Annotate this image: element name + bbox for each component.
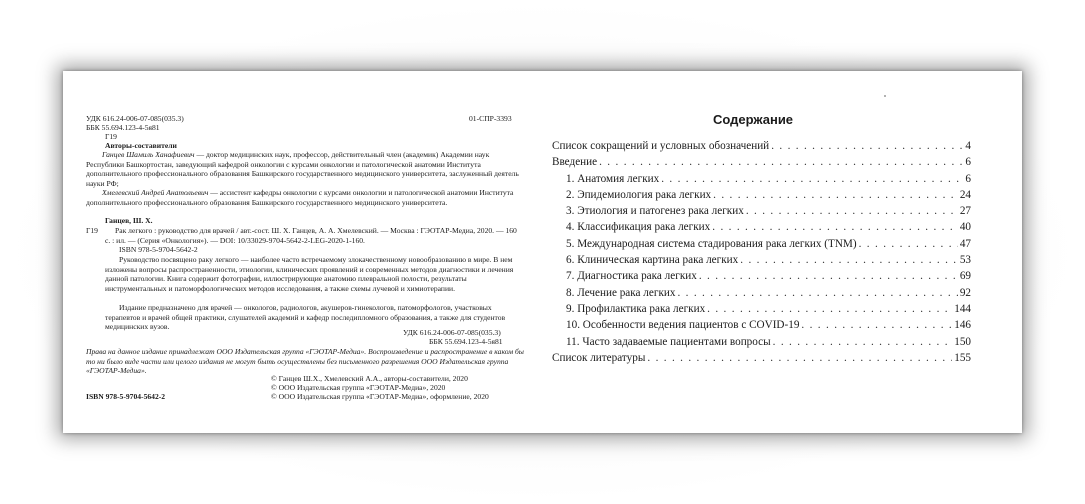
toc-entry-page: 47	[959, 237, 971, 250]
abstract-paragraph-2: Издание предназначено для врачей — онкологов, радиологов, акушеров-гинекологов, патоморфологов, участковых терапевтов и врачей общей практики, слушателей академий и кафедр последипломного образования, а также для студентов медицинских вузов.	[105, 303, 506, 332]
toc-entry-page: 53	[959, 254, 971, 267]
toc-entry-label: 7. Диагностика рака легких	[566, 270, 697, 283]
udc-code-bottom: УДК 616.24-006-07-085(035.3)	[403, 328, 501, 337]
toc-entry	[552, 154, 971, 170]
toc-entry	[552, 334, 971, 350]
toc-entry-page: 40	[959, 221, 971, 234]
toc-entry	[552, 317, 971, 333]
toc-entry-label: 1. Анатомия легких	[566, 172, 660, 185]
toc-entry-page: 27	[959, 205, 971, 218]
toc-entry	[552, 268, 971, 284]
toc-leader-dots	[859, 236, 958, 252]
table-of-contents	[552, 138, 971, 366]
heading-author: Ганцев, Ш. Х.	[105, 216, 153, 225]
toc-entry	[552, 187, 971, 203]
toc-entry	[552, 219, 971, 235]
toc-entry-label: Список сокращений и условных обозначений	[552, 140, 770, 152]
isbn-bottom: ISBN 978-5-9704-5642-2	[86, 392, 166, 401]
bibliographic-record: Рак легкого : руководство для врачей / авт.-сост. Ш. Х. Ганцев, А. А. Хмелевский. — Москва : ГЭОТАР-Медиа, 2020. — 160 с. : ил. — (Серия «Онкология»). — DOI: 10/33029-9704-5642-2-LEG-2020-1-160.	[105, 226, 517, 245]
contents-page	[543, 71, 1022, 433]
contents-title: Содержание	[712, 112, 794, 127]
catalog-code: 01-СПР-3393	[469, 114, 512, 123]
toc-entry-label: Список литературы	[552, 351, 646, 364]
toc-entry-label: 11. Часто задаваемые пациентами вопросы	[566, 335, 771, 348]
toc-entry	[552, 236, 971, 252]
toc-entry-label: 10. Особенности ведения пациентов с COVID-19	[566, 319, 800, 332]
toc-entry-label: 3. Этиология и патогенез рака легких	[566, 205, 744, 218]
toc-leader-dots	[801, 317, 952, 333]
author-2-bio	[86, 188, 521, 207]
toc-entry-page: 92	[959, 286, 971, 299]
toc-entry	[552, 285, 971, 301]
toc-entry-page: 150	[954, 335, 971, 348]
bbk-code-top: ББК 55.694.123-4-5я81	[86, 123, 160, 132]
toc-entry-page: 6	[965, 172, 971, 185]
toc-entry-page: 24	[959, 188, 971, 201]
toc-leader-dots	[773, 334, 953, 350]
author-2-text: — ассистент кафедры онкологии с курсами онкологии и патологической анатомии Института дополнительного профессионального образования Башкирского государственного медицинского университета.	[86, 188, 514, 207]
toc-leader-dots	[746, 203, 958, 219]
toc-entry-label: 9. Профилактика рака легких	[566, 302, 706, 315]
toc-entry-label: Введение	[552, 156, 598, 169]
toc-leader-dots	[707, 301, 952, 317]
toc-entry	[552, 301, 971, 317]
toc-leader-dots	[771, 138, 963, 154]
toc-entry-label: 6. Клиническая картина рака легких	[566, 254, 739, 267]
copyright-line: © ООО Издательская группа «ГЭОТАР-Медиа», 2020	[271, 383, 446, 392]
udc-code-top: УДК 616.24-006-07-085(035.3)	[86, 114, 184, 123]
toc-leader-dots	[740, 252, 958, 268]
toc-entry	[552, 203, 971, 219]
author-1-name: Ганцев Шамиль Ханафиевич	[102, 150, 195, 159]
copyright-line: © Ганцев Ш.Х., Хмелевский А.А., авторы-составители, 2020	[271, 374, 468, 383]
toc-entry-label: 2. Эпидемиология рака легких	[566, 188, 712, 201]
abstract-paragraph-1: Руководство посвящено раку легкого — наиболее часто встречаемому злокачественному новообразованию в мире. В нем изложены вопросы распространенности, этиологии, клинических проявлений и современных методов диагностики и лечения данной патологии. Книга содержит фотографии, иллюстрирующие анатомию плевральной полости, результаты инструментальных и патоморфологических методов исследования, а также схемы лучевой и химиотерапии.	[105, 255, 514, 293]
scan-speck	[884, 95, 886, 97]
author-1-text: — доктор медицинских наук, профессор, действительный член (академик) Академии наук Республики Башкортостан, заведующий кафедрой онкологии с курсами онкологии и патологической анатомии Института дополнительного профессионального образования Башкирского государственного медицинского университета, заслуженный деятель науки РФ;	[86, 150, 519, 188]
authors-heading: Авторы-составители	[105, 141, 177, 150]
toc-entry-page: 144	[954, 302, 971, 315]
toc-leader-dots	[599, 154, 963, 170]
toc-leader-dots	[713, 187, 958, 203]
toc-entry-page: 6	[965, 156, 971, 169]
toc-leader-dots	[699, 268, 958, 284]
g-code-side: Г19	[86, 226, 98, 235]
isbn-inline: ISBN 978-5-9704-5642-2	[119, 245, 198, 254]
toc-entry	[552, 252, 971, 268]
toc-entry-label: 5. Международная система стадирования рака легких (TNM)	[566, 237, 857, 250]
toc-entry-page: 146	[954, 319, 971, 332]
toc-entry-page: 4	[965, 140, 971, 152]
rights-notice: Права на данное издание принадлежат ООО Издательская группа «ГЭОТАР-Медиа». Воспроизведение и распространение в каком бы то ни было виде части или целого издания не могут быть осуществлены без письменного разрешения ООО Издательская группа «ГЭОТАР-Медиа».	[86, 347, 524, 376]
toc-entry	[552, 138, 971, 154]
toc-entry	[552, 350, 971, 366]
author-2-name: Хмелевский Андрей Анатольевич	[102, 188, 209, 197]
toc-leader-dots	[677, 285, 957, 301]
toc-leader-dots	[647, 350, 952, 366]
imprint-page	[63, 71, 543, 433]
book-spread	[63, 71, 1022, 433]
toc-leader-dots	[712, 219, 958, 235]
toc-leader-dots	[661, 171, 963, 187]
copyright-line: © ООО Издательская группа «ГЭОТАР-Медиа», оформление, 2020	[271, 392, 489, 401]
toc-entry-page: 69	[959, 270, 971, 283]
toc-entry	[552, 171, 971, 187]
bbk-code-bottom: ББК 55.694.123-4-5я81	[429, 337, 503, 346]
toc-entry-label: 4. Классификация рака легких	[566, 221, 711, 234]
g-code: Г19	[105, 132, 117, 141]
toc-entry-label: 8. Лечение рака легких	[566, 286, 676, 299]
toc-entry-page: 155	[954, 351, 971, 364]
author-1-bio	[86, 150, 521, 188]
